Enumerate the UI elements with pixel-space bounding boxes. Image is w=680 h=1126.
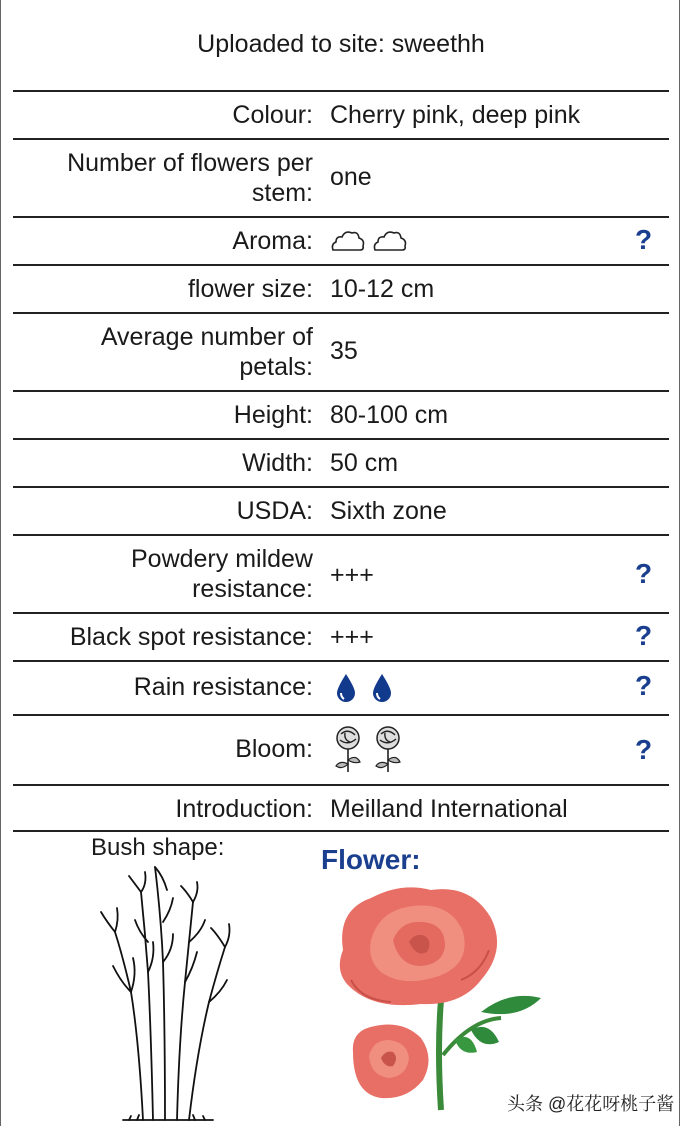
row-value: 50 cm — [330, 449, 399, 477]
row-label: Introduction: — [175, 795, 313, 823]
row-petals — [13, 312, 669, 390]
row-value: +++ — [330, 623, 374, 651]
row-label: Black spot resistance: — [69, 623, 313, 651]
row-introduction — [13, 784, 669, 832]
row-width — [13, 438, 669, 486]
aroma-rating — [330, 228, 408, 254]
row-powdery-mildew — [13, 534, 669, 612]
row-label: USDA: — [236, 497, 313, 525]
row-label: Width: — [242, 449, 313, 477]
row-value: Sixth zone — [330, 497, 447, 525]
row-label-line2: petals: — [239, 353, 313, 381]
rose-sketch-icon — [330, 724, 366, 776]
row-value: one — [330, 163, 372, 191]
row-label: Height: — [233, 401, 313, 429]
flower-label: Flower: — [321, 844, 421, 875]
rose-illustration — [331, 880, 561, 1116]
help-icon[interactable]: ? — [635, 620, 653, 651]
bush-shape-illustration — [93, 862, 243, 1124]
row-label — [67, 148, 313, 208]
uploaded-by: Uploaded to site: sweethh — [197, 30, 485, 58]
row-value: 10-12 cm — [330, 275, 435, 303]
row-label: Rain resistance: — [133, 673, 313, 701]
help-icon[interactable]: ? — [635, 558, 653, 589]
help-icon[interactable]: ? — [635, 224, 653, 255]
row-black-spot — [13, 612, 669, 660]
row-label: Colour: — [232, 101, 313, 129]
row-aroma — [13, 216, 669, 264]
row-height — [13, 390, 669, 438]
row-value: 35 — [330, 337, 358, 365]
bush-shape-label: Bush shape: — [91, 834, 225, 861]
row-usda — [13, 486, 669, 534]
row-flowers-per-stem — [13, 138, 669, 216]
cloud-icon — [372, 228, 408, 254]
rose-sketch-icon — [370, 724, 406, 776]
row-rain-resistance — [13, 660, 669, 714]
row-label: Bloom: — [235, 735, 313, 763]
row-label: flower size: — [187, 275, 313, 303]
row-bloom — [13, 714, 669, 784]
water-drop-icon — [369, 672, 395, 704]
row-colour — [13, 90, 669, 138]
watermark: 头条 @花花呀桃子酱 — [507, 1094, 675, 1114]
row-flower-size — [13, 264, 669, 312]
cloud-icon — [330, 228, 366, 254]
row-label-line1: Number of flowers per — [67, 149, 313, 177]
help-icon[interactable]: ? — [635, 734, 653, 765]
row-label-line1: Average number of — [100, 323, 313, 351]
row-label-line2: stem: — [251, 179, 313, 207]
row-label-line1: Powdery mildew — [130, 545, 313, 573]
rain-rating — [333, 672, 395, 704]
row-value: +++ — [330, 561, 374, 589]
row-label — [131, 544, 313, 604]
row-label: Aroma: — [232, 227, 313, 255]
row-value: Cherry pink, deep pink — [330, 101, 581, 129]
bloom-rating — [330, 724, 406, 776]
row-value: Meilland International — [330, 795, 568, 823]
water-drop-icon — [333, 672, 359, 704]
row-value: 80-100 cm — [330, 401, 449, 429]
help-icon[interactable]: ? — [635, 670, 653, 701]
row-label — [101, 322, 313, 382]
row-label-line2: resistance: — [192, 575, 313, 603]
